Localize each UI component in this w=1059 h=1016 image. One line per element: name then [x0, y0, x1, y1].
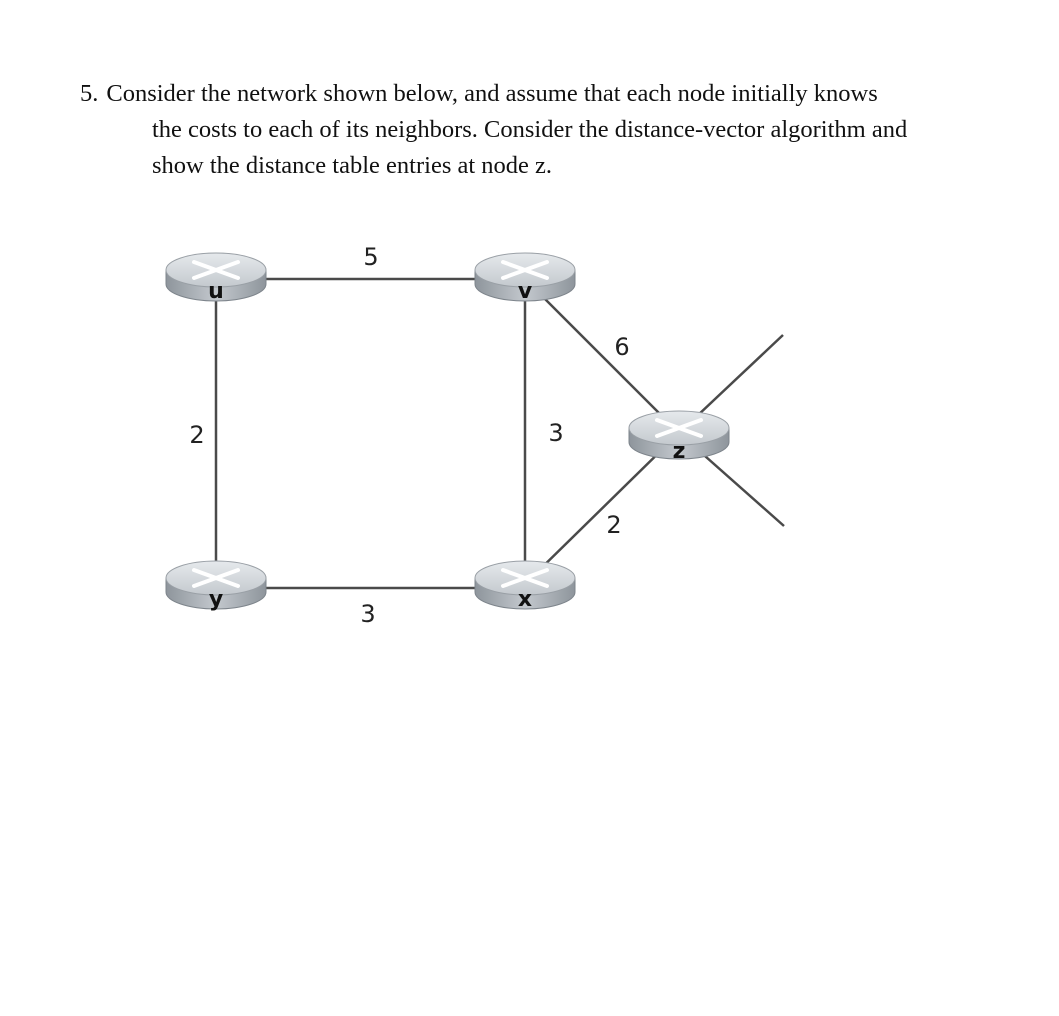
- cost-u-v: 5: [363, 243, 379, 271]
- node-label-v: v: [517, 279, 533, 304]
- cost-x-z: 2: [606, 511, 622, 539]
- cost-y-x: 3: [360, 600, 376, 628]
- node-label-u: u: [208, 279, 224, 304]
- router-u: [166, 253, 266, 304]
- cost-v-x: 3: [548, 419, 564, 447]
- question-line-2: the costs to each of its neighbors. Consider the distance-vector algorithm and: [152, 116, 908, 143]
- question-number: 5.: [80, 80, 99, 107]
- question-line-3: show the distance table entries at node z.: [152, 152, 553, 179]
- router-x: [475, 561, 575, 612]
- node-label-z: z: [672, 439, 686, 464]
- cost-v-z: 6: [614, 333, 630, 361]
- question-line-1-text: Consider the network shown below, and assume that each node initially knows: [106, 80, 878, 107]
- link-v-z: [525, 279, 679, 433]
- node-label-y: y: [208, 587, 224, 612]
- node-label-x: x: [517, 587, 533, 612]
- cost-u-y: 2: [189, 421, 205, 449]
- router-y: [166, 561, 266, 612]
- router-z: [629, 411, 729, 464]
- router-v: [475, 253, 575, 304]
